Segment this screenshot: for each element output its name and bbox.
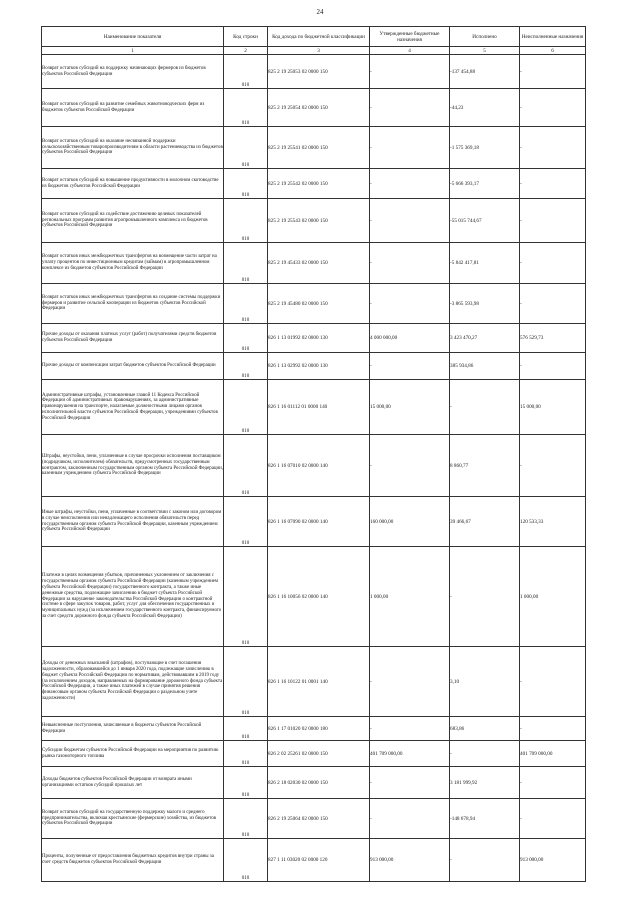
indicator-name: Возврат остатков субсидий на государственную поддержку малого и среднего предпринимательства, включая крестьянские (фермерские) хозяйства, из бюджетов субъектов Российской Федерации	[42, 799, 224, 839]
income-code: 825 2 19 25541 02 0000 150	[268, 127, 370, 169]
table-row	[42, 353, 586, 380]
unexecuted-amount: -	[520, 55, 586, 89]
table-row	[42, 127, 586, 169]
indicator-name: Проценты, полученные от предоставления бюджетных кредитов внутри страны за счет средств бюджетов субъектов Российской Федерации	[42, 839, 224, 882]
line-code: 010	[224, 324, 268, 353]
line-code: 010	[224, 717, 268, 741]
column-number: 6	[520, 47, 586, 55]
indicator-name: Невыясненные поступления, зачисляемые в бюджеты субъектов Российской Федерации	[42, 717, 224, 741]
table-row	[42, 284, 586, 324]
indicator-name: Возврат остатков иных межбюджетных трансфертов на возмещение части затрат на уплату процентов по инвестиционным кредитам (займам) в агропромышленном комплексе из бюджетов субъектов Российской Федерации	[42, 243, 224, 284]
indicator-name: Возврат остатков субсидий на повышение продуктивности в молочном скотоводстве из бюджетов субъектов Российской Федерации	[42, 169, 224, 199]
header-unexecuted: Неисполненные назначения	[520, 27, 586, 47]
executed-amount: 3 181 999,92	[450, 767, 520, 799]
table-row	[42, 324, 586, 353]
income-code: 826 1 16 10056 02 0000 140	[268, 547, 370, 647]
income-code: 826 1 13 01992 02 0000 130	[268, 324, 370, 353]
column-number-row	[42, 47, 586, 55]
executed-amount: 3 423 470,27	[450, 324, 520, 353]
line-code: 010	[224, 547, 268, 647]
indicator-name: Субсидии бюджетам субъектов Российской Федерации на мероприятия по развитию рынка газомоторного топлива	[42, 741, 224, 767]
approved-amount: -	[370, 199, 450, 243]
unexecuted-amount: -	[520, 647, 586, 717]
line-code: 010	[224, 799, 268, 839]
header-row	[42, 27, 586, 47]
line-code: 010	[224, 199, 268, 243]
column-number: 4	[370, 47, 450, 55]
unexecuted-amount: 576 529,73	[520, 324, 586, 353]
unexecuted-amount: 913 000,00	[520, 839, 586, 882]
header-income-code: Код дохода по бюджетной классификации	[268, 27, 370, 47]
table-row	[42, 243, 586, 284]
unexecuted-amount: -	[520, 435, 586, 497]
executed-amount: 39 466,67	[450, 497, 520, 547]
table-row	[42, 547, 586, 647]
income-code: 826 1 16 01112 01 0000 140	[268, 380, 370, 435]
header-executed: Исполнено	[450, 27, 520, 47]
unexecuted-amount: -	[520, 243, 586, 284]
header-name: Наименование показателя	[42, 27, 224, 47]
table-body	[42, 55, 586, 882]
indicator-name: Возврат остатков субсидий на оказание несвязанной поддержки сельскохозяйственным товаропроизводителям в области растениеводства из бюджетов субъектов Российской Федерации	[42, 127, 224, 169]
line-code: 010	[224, 839, 268, 882]
income-code: 825 2 19 25543 02 0000 150	[268, 199, 370, 243]
line-code: 010	[224, 89, 268, 127]
line-code: 010	[224, 243, 268, 284]
executed-amount: -148 678,94	[450, 799, 520, 839]
income-code: 826 2 02 25261 02 0000 150	[268, 741, 370, 767]
unexecuted-amount: 120 533,33	[520, 497, 586, 547]
executed-amount: 3,10	[450, 647, 520, 717]
budget-report-table	[41, 26, 586, 882]
approved-amount: -	[370, 284, 450, 324]
unexecuted-amount: -	[520, 169, 586, 199]
indicator-name: Возврат остатков субсидий на содействие достижению целевых показателей региональных программ развития агропромышленного комплекса из бюджетов субъектов Российской Федерации	[42, 199, 224, 243]
unexecuted-amount: -	[520, 767, 586, 799]
approved-amount: -	[370, 647, 450, 717]
executed-amount: -	[450, 380, 520, 435]
unexecuted-amount: -	[520, 199, 586, 243]
table-row	[42, 717, 586, 741]
table-row	[42, 799, 586, 839]
table-row	[42, 767, 586, 799]
unexecuted-amount: 401 709 000,00	[520, 741, 586, 767]
approved-amount: -	[370, 169, 450, 199]
income-code: 826 1 17 01020 02 0000 180	[268, 717, 370, 741]
indicator-name: Прочие доходы от компенсации затрат бюджетов субъектов Российской Федерации	[42, 353, 224, 380]
executed-amount: 8 860,77	[450, 435, 520, 497]
income-code: 826 1 16 07090 02 0000 140	[268, 497, 370, 547]
approved-amount: 4 000 000,00	[370, 324, 450, 353]
executed-amount: -3 865 593,98	[450, 284, 520, 324]
approved-amount: -	[370, 89, 450, 127]
income-code: 826 1 16 07010 02 0000 140	[268, 435, 370, 497]
table-row	[42, 435, 586, 497]
indicator-name: Административные штрафы, установленные главой 11 Кодекса Российской Федерации об административных правонарушениях, за административные правонарушения на транспорте, налагаемые должностными лицами органов исполнительной власти субъектов Российской Федерации, учреждениями субъектов Российской Федерации	[42, 380, 224, 435]
approved-amount: 1 000,00	[370, 547, 450, 647]
executed-amount: -	[450, 741, 520, 767]
table-row	[42, 741, 586, 767]
indicator-name: Доходы от денежных взысканий (штрафов), поступающие в счет погашения задолженности, образовавшейся до 1 января 2020 года, подлежащие зачислению в бюджет субъекта Российской Федерации по нормативам, действовавшим в 2019 году (за исключением доходов, направляемых на формирование дорожного фонда субъекта Российской Федерации, а также иных платежей в случае принятия решения финансовым органом субъекта Российской Федерации о раздельном учете задолженности)	[42, 647, 224, 717]
approved-amount: -	[370, 767, 450, 799]
income-code: 826 1 13 02992 02 0000 130	[268, 353, 370, 380]
income-code: 825 2 19 25542 02 0000 150	[268, 169, 370, 199]
income-code: 825 2 19 25053 02 0000 150	[268, 55, 370, 89]
executed-amount: -	[450, 839, 520, 882]
executed-amount: -1 575 369,18	[450, 127, 520, 169]
executed-amount: -5 666 393,17	[450, 169, 520, 199]
line-code: 010	[224, 647, 268, 717]
income-code: 826 1 16 10122 01 0001 140	[268, 647, 370, 717]
column-number: 2	[224, 47, 268, 55]
approved-amount: -	[370, 717, 450, 741]
income-code: 827 1 11 03020 02 0000 120	[268, 839, 370, 882]
line-code: 010	[224, 435, 268, 497]
column-number: 5	[450, 47, 520, 55]
column-number: 1	[42, 47, 224, 55]
line-code: 010	[224, 169, 268, 199]
table-row	[42, 647, 586, 717]
indicator-name: Возврат остатков субсидий на развитие семейных животноводческих ферм из бюджетов субъектов Российской Федерации	[42, 89, 224, 127]
line-code: 010	[224, 55, 268, 89]
line-code: 010	[224, 284, 268, 324]
approved-amount: 15 000,00	[370, 380, 450, 435]
line-code: 010	[224, 741, 268, 767]
approved-amount: -	[370, 127, 450, 169]
unexecuted-amount: 15 000,00	[520, 380, 586, 435]
indicator-name: Платежи в целях возмещения убытков, причиненных уклонением от заключения с государственным органом субъекта Российской Федерации (казенным учреждением субъекта Российской Федерации) государственного контракта, а также иные денежные средства, подлежащие зачислению в бюджет субъекта Российской Федерации за нарушение законодательства Российской Федерации о контрактной системе в сфере закупок товаров, работ, услуг для обеспечения государственных и муниципальных нужд (за исключением государственного контракта, финансируемого за счет средств дорожного фонда субъекта Российской Федерации)	[42, 547, 224, 647]
indicator-name: Доходы бюджетов субъектов Российской Федерации от возврата иными организациями остатков субсидий прошлых лет	[42, 767, 224, 799]
income-code: 825 2 19 45480 02 0000 150	[268, 284, 370, 324]
approved-amount: -	[370, 353, 450, 380]
unexecuted-amount: -	[520, 89, 586, 127]
income-code: 826 2 19 25064 02 0000 150	[268, 799, 370, 839]
executed-amount: 385 934,86	[450, 353, 520, 380]
approved-amount: 401 709 000,00	[370, 741, 450, 767]
approved-amount: -	[370, 799, 450, 839]
line-code: 010	[224, 767, 268, 799]
table-row	[42, 89, 586, 127]
unexecuted-amount: -	[520, 127, 586, 169]
approved-amount: 913 000,00	[370, 839, 450, 882]
executed-amount: -44,23	[450, 89, 520, 127]
indicator-name: Прочие доходы от оказания платных услуг (работ) получателями средств бюджетов субъектов Российской Федерации	[42, 324, 224, 353]
executed-amount: -137 454,88	[450, 55, 520, 89]
unexecuted-amount: 1 000,00	[520, 547, 586, 647]
unexecuted-amount: -	[520, 717, 586, 741]
unexecuted-amount: -	[520, 799, 586, 839]
table-row	[42, 380, 586, 435]
column-number: 3	[268, 47, 370, 55]
executed-amount: -5 842 417,81	[450, 243, 520, 284]
table-row	[42, 497, 586, 547]
income-code: 825 2 19 45433 02 0000 150	[268, 243, 370, 284]
line-code: 010	[224, 127, 268, 169]
approved-amount: -	[370, 55, 450, 89]
executed-amount: 683,86	[450, 717, 520, 741]
indicator-name: Иные штрафы, неустойки, пени, уплаченные в соответствии с законом или договором в случае неисполнения или ненадлежащего исполнения обязательств перед государственным органом субъекта Российской Федерации, казенным учреждением субъекта Российской Федерации	[42, 497, 224, 547]
line-code: 010	[224, 380, 268, 435]
approved-amount: 160 000,00	[370, 497, 450, 547]
indicator-name: Возврат остатков иных межбюджетных трансфертов на создание системы поддержки фермеров и развитие сельской кооперации из бюджетов субъектов Российской Федерации	[42, 284, 224, 324]
income-code: 826 2 18 02030 02 0000 150	[268, 767, 370, 799]
line-code: 010	[224, 497, 268, 547]
header-line-code: Код строки	[224, 27, 268, 47]
approved-amount: -	[370, 243, 450, 284]
table-row	[42, 169, 586, 199]
executed-amount: -	[450, 547, 520, 647]
header-approved: Утвержденные бюджетные назначения	[370, 27, 450, 47]
indicator-name: Возврат остатков субсидий на поддержку начинающих фермеров из бюджетов субъектов Российской Федерации	[42, 55, 224, 89]
income-code: 825 2 19 25054 02 0000 150	[268, 89, 370, 127]
indicator-name: Штрафы, неустойки, пени, уплаченные в случае просрочки исполнения поставщиком (подрядчиком, исполнителем) обязательств, предусмотренных государственным контрактом, заключенным государственным органом субъекта Российской Федерации, казенным учреждением субъекта Российской Федерации	[42, 435, 224, 497]
table-row	[42, 199, 586, 243]
executed-amount: -55 015 744,67	[450, 199, 520, 243]
approved-amount: -	[370, 435, 450, 497]
table-row	[42, 839, 586, 882]
line-code: 010	[224, 353, 268, 380]
unexecuted-amount: -	[520, 284, 586, 324]
table-row	[42, 55, 586, 89]
page-number: 24	[316, 8, 324, 16]
unexecuted-amount: -	[520, 353, 586, 380]
